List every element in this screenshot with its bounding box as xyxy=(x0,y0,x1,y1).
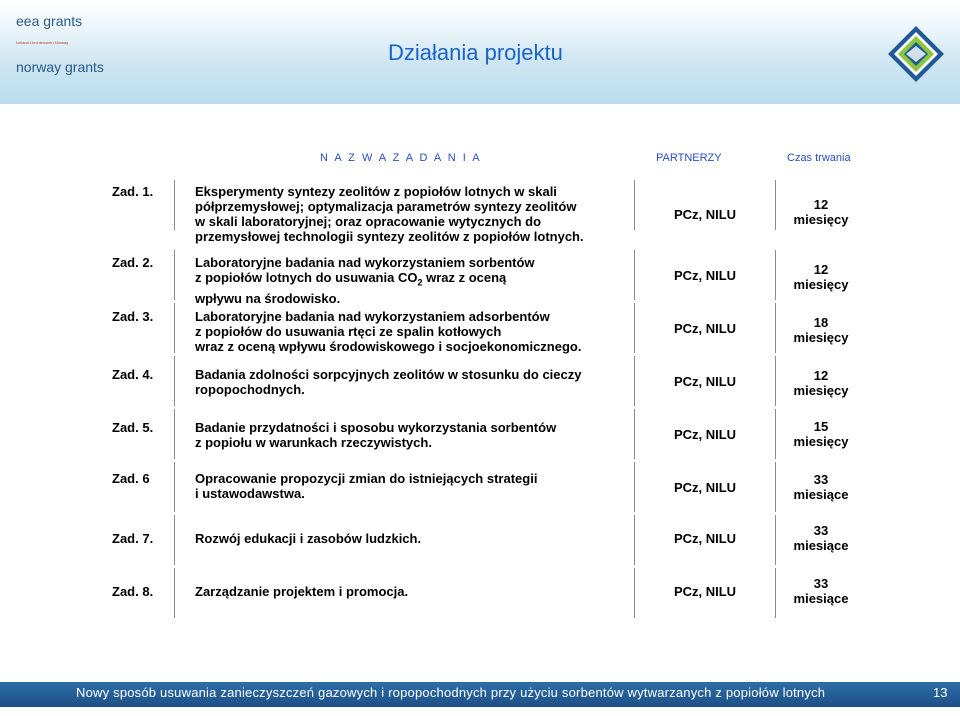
task-description xyxy=(195,184,595,244)
task-id: Zad. 7. xyxy=(112,531,154,546)
task-line: Laboratoryjne badania nad wykorzystaniem adsorbentów xyxy=(195,309,550,324)
separator xyxy=(174,250,175,300)
task-partners: PCz, NILU xyxy=(673,426,737,442)
task-duration xyxy=(776,410,866,458)
task-description xyxy=(195,471,595,501)
duration-unit: miesięcy xyxy=(793,434,849,449)
task-line: Rozwój edukacji i zasobów ludzkich. xyxy=(195,531,422,546)
task-line: Eksperymenty syntezy zeolitów z popiołów lotnych w skali xyxy=(195,184,557,199)
duration-number: 12 xyxy=(813,368,829,383)
task-line: Badania zdolności sorpcyjnych zeolitów w stosunku do cieczy xyxy=(195,367,582,382)
duration-number: 12 xyxy=(813,197,829,212)
task-line: ropopochodnych. xyxy=(195,382,305,397)
duration-unit: miesiące xyxy=(793,538,849,553)
task-line-subscript: 2 xyxy=(417,277,423,288)
task-id: Zad. 8. xyxy=(112,584,154,599)
duration-unit: miesiące xyxy=(793,591,849,606)
task-line: w skali laboratoryjnej; oraz opracowanie wytycznych do xyxy=(195,214,542,229)
task-description xyxy=(195,531,595,546)
task-description xyxy=(195,367,595,397)
eea-grants-logo-sub: Iceland Liechtenstein Norway xyxy=(16,40,69,45)
task-id: Zad. 2. xyxy=(112,255,154,270)
task-duration xyxy=(776,463,866,511)
task-description xyxy=(195,420,595,450)
task-line: przemysłowej technologii syntezy zeolitów z popiołów lotnych. xyxy=(195,229,584,244)
column-header-time: Czas trwania xyxy=(787,152,851,164)
eea-grants-logo xyxy=(14,10,83,48)
task-line: z popiołów do usuwania rtęci ze spalin kotłowych xyxy=(195,324,502,339)
separator xyxy=(174,409,175,459)
duration-unit: miesięcy xyxy=(793,212,849,227)
duration-number: 12 xyxy=(813,262,829,277)
task-description xyxy=(195,309,595,354)
footer-text: Nowy sposób usuwania zanieczyszczeń gazowych i ropopochodnych przy użyciu sorbentów wytwarzanych z popiołów lotnych xyxy=(76,685,826,700)
page-number: 13 xyxy=(933,685,948,700)
task-duration xyxy=(776,253,866,301)
task-line: Opracowanie propozycji zmian do istniejących strategii xyxy=(195,471,538,486)
duration-number: 33 xyxy=(813,523,829,538)
task-line: półprzemysłowej; optymalizacja parametrów syntezy zeolitów xyxy=(195,199,577,214)
duration-unit: miesięcy xyxy=(793,330,849,345)
task-partners: PCz, NILU xyxy=(673,373,737,389)
task-description xyxy=(195,584,595,599)
task-duration xyxy=(776,306,866,354)
separator xyxy=(174,462,175,512)
task-duration xyxy=(776,188,866,236)
task-id: Zad. 1. xyxy=(112,184,154,199)
column-header-name: N A Z W A Z A D A N I A xyxy=(320,152,482,164)
task-line: wraz z oceną wpływu środowiskowego i socjoekonomicznego. xyxy=(195,339,582,354)
norway-grants-logo xyxy=(14,54,104,92)
duration-unit: miesięcy xyxy=(793,383,849,398)
task-partners: PCz, NILU xyxy=(673,206,737,222)
task-partners: PCz, NILU xyxy=(673,267,737,283)
separator xyxy=(174,568,175,618)
footer-bar xyxy=(0,682,960,707)
task-line: i ustawodawstwa. xyxy=(195,486,305,501)
task-duration xyxy=(776,359,866,407)
separator xyxy=(174,515,175,565)
task-line: wpływu na środowisko. xyxy=(195,290,341,306)
task-id: Zad. 5. xyxy=(112,420,154,435)
task-partners: PCz, NILU xyxy=(673,320,737,336)
duration-unit: miesięcy xyxy=(793,277,849,292)
diamond-logo-icon xyxy=(886,24,946,84)
task-description xyxy=(195,255,595,306)
task-partners: PCz, NILU xyxy=(673,530,737,546)
task-id: Zad. 6 xyxy=(112,471,150,486)
task-partners: PCz, NILU xyxy=(673,479,737,495)
task-duration xyxy=(776,514,866,562)
duration-number: 33 xyxy=(813,576,829,591)
duration-number: 18 xyxy=(813,315,829,330)
page-title: Działania projektu xyxy=(388,40,563,65)
duration-unit: miesiące xyxy=(793,487,849,502)
eea-grants-logo-text: eea grants xyxy=(16,13,83,29)
task-line: Badanie przydatności i sposobu wykorzystania sorbentów xyxy=(195,420,557,435)
norway-grants-logo-text: norway grants xyxy=(16,59,104,75)
duration-number: 33 xyxy=(813,472,829,487)
task-line: z popiołu w warunkach rzeczywistych. xyxy=(195,435,432,450)
separator xyxy=(174,180,175,230)
task-line: Laboratoryjne badania nad wykorzystaniem sorbentów xyxy=(195,255,535,270)
task-line-part: z popiołów lotnych do usuwania CO xyxy=(195,270,418,285)
task-partners: PCz, NILU xyxy=(673,583,737,599)
duration-number: 15 xyxy=(813,419,829,434)
task-id: Zad. 3. xyxy=(112,309,154,324)
task-line-part: wraz z oceną xyxy=(422,270,507,285)
task-id: Zad. 4. xyxy=(112,367,154,382)
column-header-partners: PARTNERZY xyxy=(656,152,722,164)
task-line: Zarządzanie projektem i promocja. xyxy=(195,584,409,599)
task-duration xyxy=(776,567,866,615)
task-line xyxy=(195,270,595,291)
separator xyxy=(174,303,175,353)
separator xyxy=(174,356,175,406)
